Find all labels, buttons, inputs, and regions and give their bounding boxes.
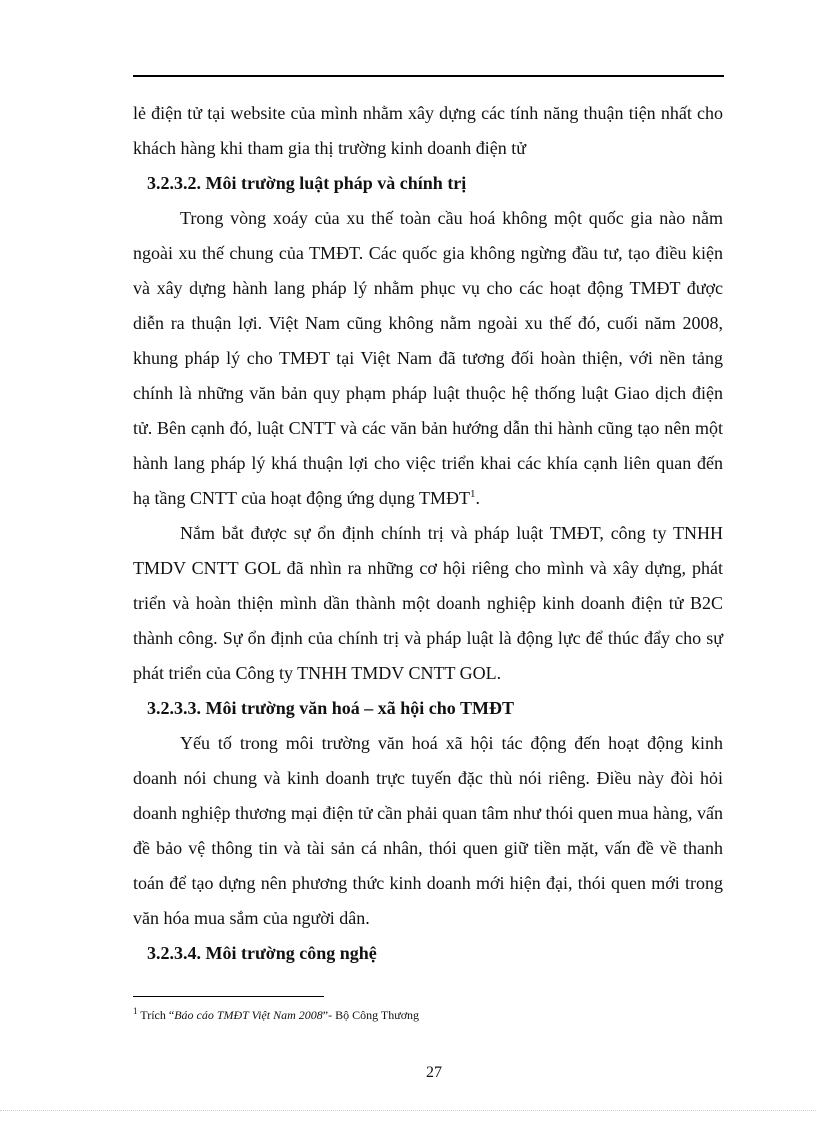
- footnote: [133, 1007, 419, 1023]
- footnote-separator: [133, 996, 324, 997]
- footnote-number: 1: [133, 1006, 138, 1016]
- header-rule: [133, 75, 724, 77]
- footnote-source-title: Báo cáo TMĐT Việt Nam 2008: [174, 1008, 323, 1022]
- culture-paragraph-1: Yếu tố trong môi trường văn hoá xã hội tác động đến hoạt động kinh doanh nói chung và kinh doanh trực tuyến đặc thù nói riêng. Điều này đòi hỏi doanh nghiệp thương mại điện tử cần phải quan tâm như thói quen mua hàng, vấn đề bảo vệ thông tin và tài sản cá nhân, thói quen giữ tiền mặt, vấn đề về thanh toán để tạo dựng nên phương thức kinh doanh mới hiện đại, thói quen mới trong văn hóa mua sắm của người dân.: [133, 733, 723, 928]
- legal-paragraph-2: Nắm bắt được sự ổn định chính trị và pháp luật TMĐT, công ty TNHH TMDV CNTT GOL đã nhìn ra những cơ hội riêng cho mình và xây dựng, phát triển và hoàn thiện mình dần thành một doanh nghiệp kinh doanh điện tử B2C thành công. Sự ổn định của chính trị và pháp luật là động lực để thúc đẩy cho sự phát triển của Công ty TNHH TMDV CNTT GOL.: [133, 523, 723, 683]
- section-heading-legal-political: 3.2.3.2. Môi trường luật pháp và chính trị: [147, 173, 467, 193]
- footnote-prefix: Trích “: [137, 1008, 175, 1022]
- continuation-paragraph: lẻ điện tử tại website của mình nhằm xây dựng các tính năng thuận tiện nhất cho khách hàng khi tham gia thị trường kinh doanh điện tử: [133, 103, 723, 158]
- section-heading-technology: 3.2.3.4. Môi trường công nghệ: [147, 943, 377, 963]
- section-heading-culture-society: 3.2.3.3. Môi trường văn hoá – xã hội cho TMĐT: [147, 698, 514, 718]
- page-number: 27: [426, 1064, 442, 1081]
- page-bottom-edge: [0, 1110, 816, 1111]
- footnote-suffix: ”- Bộ Công Thương: [322, 1008, 420, 1022]
- legal-paragraph-1: [133, 201, 723, 516]
- legal-paragraph-1-end: .: [475, 488, 481, 508]
- footnote-reference[interactable]: 1: [470, 488, 476, 500]
- legal-paragraph-1-text: Trong vòng xoáy của xu thế toàn cầu hoá không một quốc gia nào nằm ngoài xu thế chung của TMĐT. Các quốc gia không ngừng đầu tư, tạo điều kiện và xây dựng hành lang pháp lý nhằm phục vụ cho các hoạt động TMĐT được diễn ra thuận lợi. Việt Nam cũng không nằm ngoài xu thế đó, cuối năm 2008, khung pháp lý cho TMĐT tại Việt Nam đã tương đối hoàn thiện, với nền tảng chính là những văn bản quy phạm pháp luật thuộc hệ thống luật Giao dịch điện tử. Bên cạnh đó, luật CNTT và các văn bản hướng dẫn thi hành cũng tạo nên một hành lang pháp lý khá thuận lợi cho việc triển khai các khía cạnh liên quan đến hạ tầng CNTT của hoạt động ứng dụng TMĐT: [133, 208, 723, 508]
- page-body: [133, 96, 723, 971]
